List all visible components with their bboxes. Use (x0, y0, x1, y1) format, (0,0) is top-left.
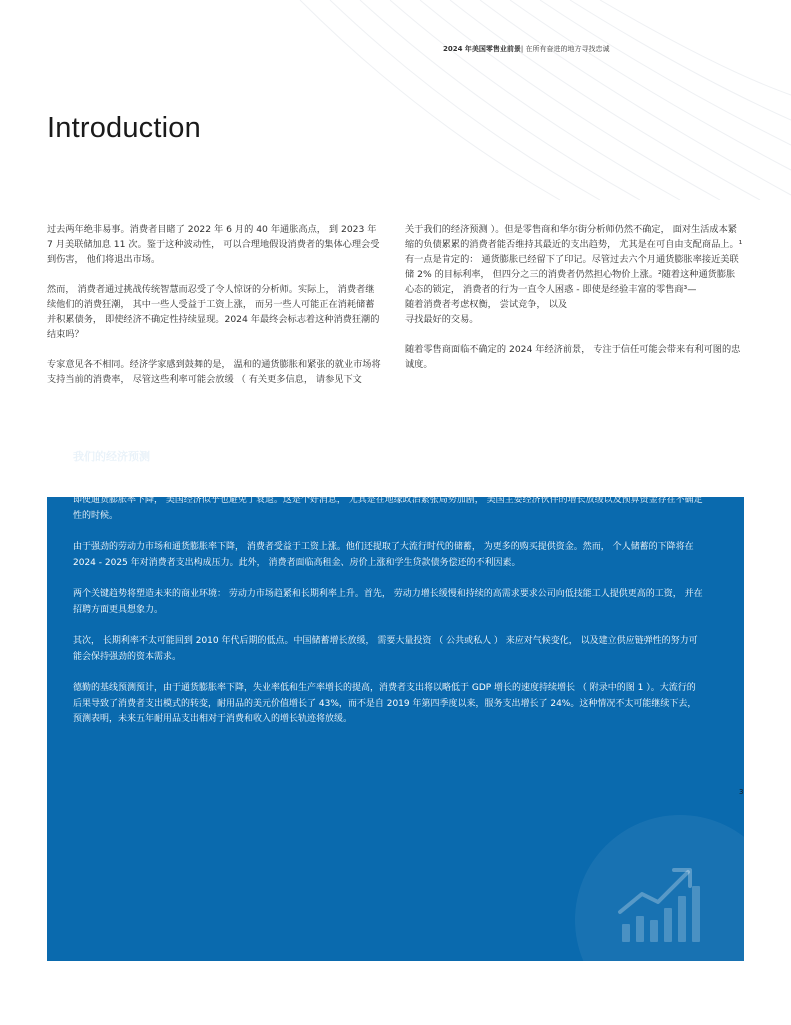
right-paragraph-3: 寻找最好的交易。 (405, 314, 479, 325)
growth-chart-icon (612, 850, 708, 946)
running-header (443, 44, 773, 54)
report-subtitle: 在所有奋进的地方寻找忠诚 (525, 45, 610, 53)
page-number: 3 (739, 788, 744, 796)
intro-paragraph-2: 然而， 消费者通过挑战传统智慧而忍受了令人惊讶的分析师。实际上， 消费者继续他们的消费狂潮， 其中一些人受益于工资上涨， 而另一些人可能正在消耗储蓄并积累债务， 即使经济不确定性持续显现。2024 年最终会标志着这种消费狂潮的结束吗？ (47, 284, 380, 340)
right-paragraph-2: 随着消费者考虑权衡， 尝试竞争， 以及 (405, 299, 568, 310)
panel-top-overlay (47, 445, 744, 497)
panel-heading: 我们的经济预测 (73, 450, 150, 463)
right-column (405, 222, 743, 387)
panel-paragraph: 由于强劲的劳动力市场和通货膨胀率下降， 消费者受益于工资上涨。他们还提取了大流行时代的储蓄， 为更多的购买提供资金。然而， 个人储蓄的下降将在 2024 - 2025 年对消费者支出构成压力。此外， 消费者面临高租金、房价上涨和学生贷款债务偿还的不利因素。 (73, 542, 694, 568)
intro-paragraph-1: 过去两年绝非易事。消费者目睹了 2022 年 6 月的 40 年通胀高点， 到 2023 年 7 月美联储加息 11 次。鉴于这种波动性， 可以合理地假设消费者的集体心理会受到伤害， 他们将退出市场。 (47, 224, 380, 265)
intro-paragraph-3: 专家意见各不相同。经济学家感到鼓舞的是， 温和的通货膨胀和紧张的就业市场将支持当前的消费率， 尽管这些利率可能会放缓 （ 有关更多信息， 请参见下文 (47, 359, 381, 385)
panel-paragraph: 其次， 长期利率不太可能回到 2010 年代后期的低点。中国储蓄增长放缓， 需要大量投资 （ 公共或私人 ） 来应对气候变化， 以及建立供应链弹性的努力可能会保持强劲的资本需求。 (73, 636, 698, 662)
panel-paragraph: 德勤的基线预测预计，由于通货膨胀率下降，失业率低和生产率增长的提高，消费者支出将以略低于 GDP 增长的速度持续增长 （ 附录中的图 1 ）。大流行的后果导致了消费者支出模式的转变，耐用品的美元价值增长了 43%，而不是自 2019 年第四季度以来，服务支出增长了 24%。这种情况不太可能继续下去，预测表明，未来五年耐用品支出相对于消费和收入的增长轨迹将放缓。 (73, 683, 697, 724)
header-decoration (0, 0, 791, 200)
right-paragraph-4: 随着零售商面临不确定的 2024 年经济前景， 专注于信任可能会带来有利可图的忠诚度。 (405, 344, 741, 370)
header-separator: | (520, 45, 524, 53)
panel-paragraph: 两个关键趋势将塑造未来的商业环境： 劳动力市场趋紧和长期利率上升。首先， 劳动力增长缓慢和持续的高需求要求公司向低技能工人提供更高的工资， 并在招聘方面更具想象力。 (73, 589, 703, 615)
right-paragraph-1: 关于我们的经济预测 ）。但是零售商和华尔街分析师仍然不确定， 面对生活成本紧缩的负债累累的消费者能否维持其最近的支出趋势， 尤其是在可自由支配商品上。¹有一点是肯定的： 通货膨胀已经留下了印记。尽管过去六个月通货膨胀率接近美联储 2% 的目标利率， 但四分之三的消费者仍然担心物价上涨。²随着这种通货膨胀心态的锁定， 消费者的行为一直令人困惑 - 即使是经验丰富的零售商³— (405, 224, 743, 295)
panel-paragraph: 即使通货膨胀率下降， 美国经济似乎也避免了衰退。这是个好消息， 尤其是在地缘政治紧张局势加剧， 美国主要经济伙伴的增长放缓以及预算资金存在不确定性的时候。 (73, 495, 703, 521)
left-column (47, 222, 382, 402)
panel-body (73, 493, 703, 744)
report-title: 2024 年美国零售业前景 (443, 45, 521, 53)
page-title: Introduction (47, 112, 201, 144)
